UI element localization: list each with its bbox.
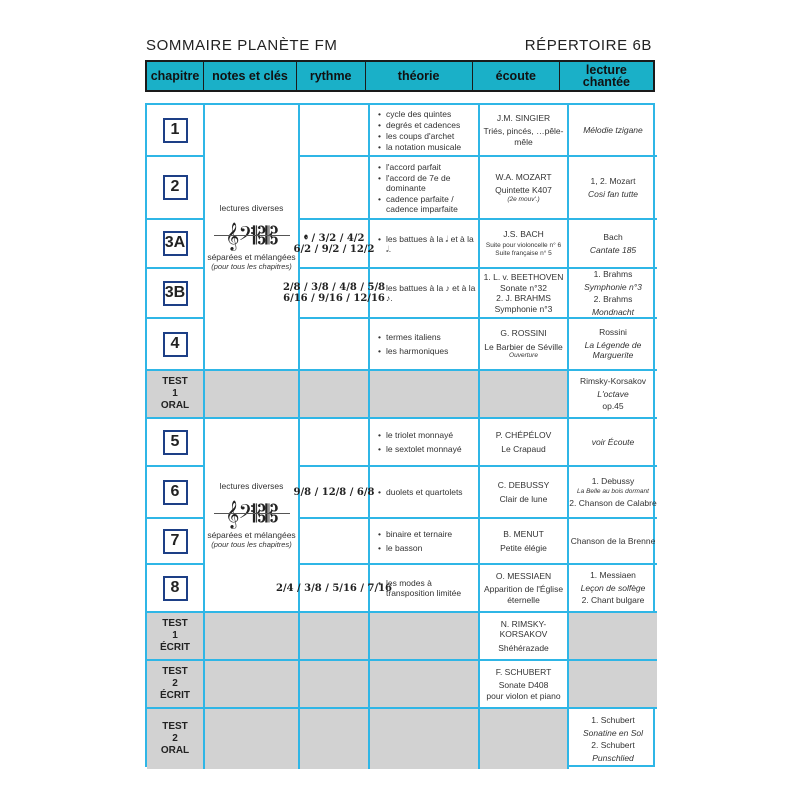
notes-cell [205, 661, 300, 709]
ecoute-line: (2e mouv'.) [507, 195, 540, 203]
time-signature: 6/2 / 9/2 / 12/2 [293, 243, 375, 255]
lecture-line: Sonatine en Sol [582, 727, 644, 738]
ecoute-cell [480, 467, 569, 519]
lecture-line: Rossini [599, 327, 627, 338]
notes-cell [205, 613, 300, 661]
chapter-number: 1 [163, 118, 188, 143]
lecture-line: 1. Schubert [591, 715, 635, 725]
lecture-cell [569, 157, 657, 220]
header-chapitre: chapitre [147, 62, 204, 90]
header-theorie: théorie [366, 62, 473, 90]
ecoute-line: G. ROSSINI [500, 328, 547, 338]
theorie-cell [370, 613, 480, 661]
chapter-cell [147, 661, 205, 709]
rythme-cell [300, 613, 370, 661]
header-ecoute: écoute [473, 62, 560, 90]
chapter-cell [147, 519, 205, 565]
ecoute-line: Sonate D408 [498, 680, 549, 691]
clef-icons: 𝄞𝄢𝄡𝄡 [225, 499, 278, 528]
theory-list [378, 574, 478, 602]
theorie-cell [370, 661, 480, 709]
theory-item: • degrés et cadences [378, 120, 461, 130]
time-signature: 2/4 / 3/8 / 5/16 / 7/16 [275, 582, 393, 594]
chapter-cell [147, 709, 205, 769]
chapter-number: 6 [163, 480, 188, 505]
header-lecture-chantee: lecture chantée [582, 63, 631, 89]
rythme-cell [300, 157, 370, 220]
notes-subtitle: séparées et mélangées [207, 251, 296, 262]
ecoute-line: Quintette K407 [495, 185, 552, 195]
notes-cell [205, 709, 300, 769]
ecoute-line: Clair de lune [499, 493, 548, 504]
rythme-cell [293, 220, 375, 269]
lecture-line: L'octave [597, 388, 629, 399]
ecoute-cell [480, 565, 569, 613]
theory-item: • termes italiens [378, 332, 448, 342]
chapter-number: 3A [163, 231, 188, 256]
theorie-cell [370, 220, 480, 269]
lecture-line: La Belle au bois dormant [577, 488, 649, 495]
ecoute-cell [480, 220, 569, 269]
lecture-line: Cantate 185 [589, 244, 637, 255]
chapter-cell [147, 419, 205, 467]
ecoute-line: Sonate n°32 [500, 282, 547, 293]
lecture-line: 2. Brahms [593, 294, 633, 304]
chapter-number: 3B [163, 281, 188, 306]
theory-item: • cadence parfaite / cadence imparfaite [378, 194, 478, 214]
ecoute-line: B. MENUT [503, 529, 544, 539]
lecture-line: 1. Debussy [591, 475, 635, 486]
theorie-cell [370, 467, 480, 519]
ecoute-line: 2. J. BRAHMS [496, 293, 551, 303]
chapter-cell [147, 269, 205, 319]
ecoute-line: N. RIMSKY-KORSAKOV [499, 618, 548, 640]
theorie-cell [370, 419, 480, 467]
test-label: TEST 1 ÉCRIT [160, 618, 190, 653]
theory-item: • binaire et ternaire [378, 529, 452, 539]
lecture-line: Mondnacht [591, 306, 635, 317]
theory-item: • les battues à la 𝅗𝅥 et à la 𝅗𝅥. [378, 234, 478, 254]
header-rythme: rythme [297, 62, 366, 90]
lecture-line: Bach [603, 232, 623, 242]
chapter-cell [147, 613, 205, 661]
notes-subtitle-italic: (pour tous les chapitres) [211, 539, 292, 549]
time-signature: 𝄵 / 3/2 / 4/2 [303, 232, 365, 244]
theory-item: • le basson [378, 543, 452, 553]
theory-item: • duolets et quartolets [378, 487, 463, 497]
chapter-number: 4 [163, 332, 188, 357]
notes-subtitle-italic: (pour tous les chapitres) [211, 261, 292, 271]
rythme-cell [275, 565, 393, 613]
lecture-cell [569, 467, 657, 519]
time-signature: 2/8 / 3/8 / 4/8 / 5/8 [282, 282, 386, 293]
theory-list [378, 426, 462, 458]
rythme-cell [293, 467, 375, 519]
theory-item: • les modes à transposition limitée [378, 578, 478, 598]
theorie-cell [370, 269, 480, 319]
lecture-line: 2. Chanson de Calabre [569, 498, 657, 508]
rythme-cell [300, 661, 370, 709]
rythme-cell [282, 269, 386, 319]
chapter-cell [147, 467, 205, 519]
lecture-line: Cosi fan tutte [587, 188, 639, 199]
lecture-cell [569, 709, 657, 769]
notes-cell [205, 371, 300, 419]
lecture-line: Symphonie n°3 [584, 281, 642, 292]
theory-list [378, 161, 478, 215]
lecture-line: op.45 [602, 401, 624, 412]
ecoute-line: Suite pour violoncelle n° 6 [485, 242, 562, 250]
ecoute-line: O. MESSIAEN [495, 570, 552, 581]
ecoute-line: Petite élégie [500, 542, 547, 553]
lecture-line: La Légende de Marguerite [584, 339, 642, 361]
lecture-line: Leçon de solfège [580, 582, 646, 593]
theory-item: • le triolet monnayé [378, 430, 462, 440]
ecoute-line: Apparition de l'Église éternelle [483, 584, 564, 605]
chapter-cell [147, 157, 205, 220]
lecture-cell [569, 371, 657, 419]
theorie-cell [370, 371, 480, 419]
chapter-cell [147, 105, 205, 157]
test-label: TEST 2 ORAL [160, 721, 190, 756]
lecture-line: 2. Schubert [591, 740, 635, 750]
chapter-cell [147, 565, 205, 613]
staff-line [214, 235, 290, 236]
notes-label: lectures diverses [219, 203, 284, 214]
ecoute-line: Suite française n° 5 [495, 250, 552, 258]
lecture-line: Rimsky-Korsakov [579, 376, 647, 387]
theory-item: • les coups d'archet [378, 131, 461, 141]
lecture-cell [569, 519, 657, 565]
chapter-number: 2 [163, 175, 188, 200]
theory-item: • les battues à la ♪ et à la ♪. [378, 283, 478, 303]
ecoute-cell [480, 269, 569, 319]
ecoute-line: Ouverture [509, 352, 538, 359]
staff-line [214, 513, 290, 514]
ecoute-cell [480, 613, 569, 661]
notes-label: lectures diverses [219, 481, 284, 492]
theory-item: • la notation musicale [378, 142, 461, 152]
lecture-cell [569, 319, 657, 371]
time-signature: 6/16 / 9/16 / 12/16 [283, 293, 385, 304]
rythme-cell [300, 519, 370, 565]
lecture-line: Chanson de la Brenne [570, 535, 656, 546]
ecoute-line: 1. L. v. BEETHOVEN [483, 272, 564, 282]
page-title: SOMMAIRE PLANÈTE FM [146, 37, 338, 54]
lecture-cell [569, 661, 657, 709]
rythme-cell [300, 319, 370, 371]
ecoute-line: P. CHÉPÉLOV [495, 430, 552, 440]
lecture-cell [569, 419, 657, 467]
lecture-line: 2. Chant bulgare [581, 595, 645, 606]
theory-list [378, 525, 452, 557]
ecoute-line: pour violon et piano [486, 690, 561, 701]
chapter-cell [147, 319, 205, 371]
theory-list [378, 328, 448, 360]
theorie-cell [370, 519, 480, 565]
chapter-number: 8 [163, 576, 188, 601]
theorie-cell [370, 105, 480, 157]
theory-item: • cycle des quintes [378, 109, 461, 119]
theory-item: • l'accord de 7e de dominante [378, 173, 478, 193]
summary-table [145, 103, 655, 767]
ecoute-line: J.M. SINGIER [496, 112, 551, 123]
ecoute-line: Shéhérazade [498, 642, 549, 653]
theory-item: • le sextolet monnayé [378, 444, 462, 454]
repertoire-title: RÉPERTOIRE 6B [524, 37, 652, 54]
header-notes-et-cles: notes et clés [204, 62, 297, 90]
theory-list [378, 108, 461, 153]
ecoute-cell [480, 105, 569, 157]
notes-subtitle: séparées et mélangées [207, 529, 296, 540]
chapter-cell [147, 220, 205, 269]
lecture-line: Punschlied [592, 752, 634, 763]
chapter-cell [147, 371, 205, 419]
theory-item: • les harmoniques [378, 346, 448, 356]
clef-icons: 𝄞𝄢𝄡𝄡 [225, 221, 278, 250]
column-header-bar [145, 60, 655, 92]
theory-list [378, 483, 463, 501]
lecture-line: 1. Messiaen [590, 570, 636, 581]
ecoute-line: Le Crapaud [501, 443, 546, 454]
theory-list [378, 230, 478, 258]
ecoute-cell [480, 371, 569, 419]
ecoute-line: Triés, pincés, …pêle-mêle [483, 126, 564, 147]
lecture-cell [569, 220, 657, 269]
theory-list [378, 279, 478, 307]
theorie-cell [370, 709, 480, 769]
ecoute-cell [480, 419, 569, 467]
ecoute-cell [480, 319, 569, 371]
rythme-cell [300, 709, 370, 769]
ecoute-line: W.A. MOZART [495, 171, 552, 182]
chapter-number: 5 [163, 430, 188, 455]
lecture-line: 1, 2. Mozart [590, 176, 636, 186]
lecture-cell [569, 269, 657, 319]
time-signature: 9/8 / 12/8 / 6/8 [293, 486, 375, 498]
theorie-cell [370, 319, 480, 371]
ecoute-cell [480, 661, 569, 709]
rythme-cell [300, 419, 370, 467]
ecoute-cell [480, 157, 569, 220]
theorie-cell [370, 157, 480, 220]
notes-cell [205, 105, 300, 371]
theorie-cell [370, 565, 480, 613]
ecoute-line: J.S. BACH [503, 228, 544, 239]
rythme-cell [300, 105, 370, 157]
lecture-line: Mélodie tzigane [583, 124, 643, 135]
ecoute-cell [480, 709, 569, 769]
lecture-cell [569, 565, 657, 613]
test-label: TEST 2 ÉCRIT [160, 666, 190, 701]
lecture-line: voir Écoute [591, 436, 635, 447]
ecoute-line: Symphonie n°3 [494, 303, 553, 314]
test-label: TEST 1 ORAL [160, 376, 190, 411]
ecoute-line: C. DEBUSSY [497, 480, 550, 490]
rythme-cell [300, 371, 370, 419]
theory-item: • l'accord parfait [378, 162, 478, 172]
ecoute-cell [480, 519, 569, 565]
ecoute-line: F. SCHUBERT [495, 666, 552, 677]
ecoute-line: Le Barbier de Séville [484, 341, 563, 352]
lecture-line: 1. Brahms [593, 269, 633, 279]
lecture-cell [569, 613, 657, 661]
lecture-cell [569, 105, 657, 157]
chapter-number: 7 [163, 529, 188, 554]
